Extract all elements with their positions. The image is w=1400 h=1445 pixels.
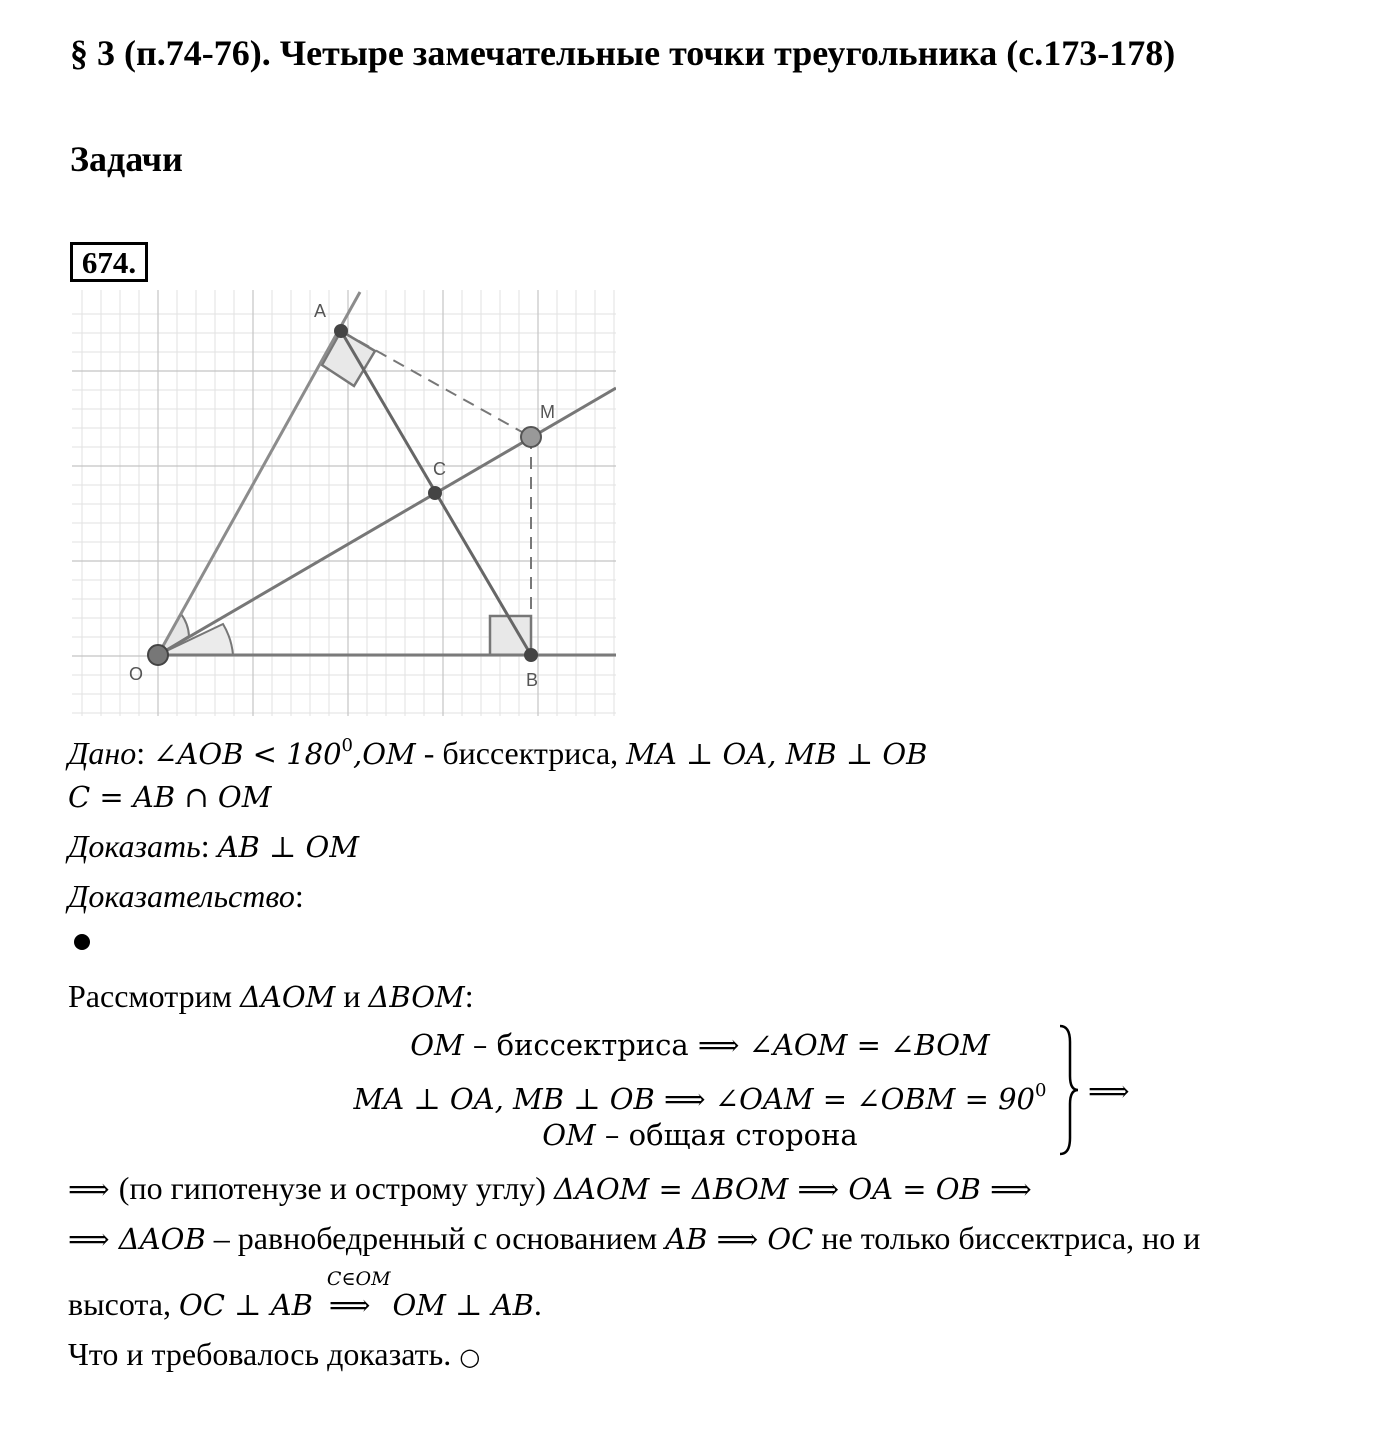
label-m: M [540,402,555,422]
system-line-2: MA ⊥ OA, MB ⊥ OB ⟹ ∠OAM = ∠OBM = $90^0$ [353,1080,1047,1116]
system-line-3: OM – общая сторона [542,1118,858,1152]
prove-line: Доказать: AB ⊥ OM [68,828,360,864]
section-title: Задачи [70,139,183,179]
qed-line: Что и требовалось доказать. ○ [68,1336,481,1372]
brace-arrow: ⟹ [1088,1074,1130,1108]
ray-oa [158,292,360,655]
given-line-1: Дано: ∠AOB < $180^0,OM$ - биссектриса, MA ⊥ OA, MB ⊥ OB [68,735,928,771]
label-a: A [314,301,327,321]
conclusion-line-3: высота, OC ⊥ AB C∈OM ⟹ OM ⊥ AB. [68,1282,542,1327]
right-brace [1058,1024,1080,1156]
problem-number: 674. [70,242,148,282]
qed-mark: ○ [459,1343,481,1371]
given-angle: ∠AOB < 180 [153,737,342,771]
proof-label-line: Доказательство: [68,878,304,914]
bullet-dot [74,934,90,950]
conclusion-line-1: ⟹ (по гипотенузе и острому углу) ΔAOM = ΔBOM ⟹ OA = OB ⟹ [68,1170,1032,1206]
over-label: C∈OM [326,1268,391,1290]
conclusion-line-2: ⟹ ΔAOB – равнобедренный с основанием AB ⟹ OC не только биссектриса, но и [68,1220,1201,1256]
proof-label: Доказательство [68,878,295,914]
point-b [524,648,538,662]
point-m [521,427,541,447]
label-c: C [433,459,446,479]
point-o [148,645,168,665]
label-o: O [129,664,144,684]
implication-arrow: C∈OM ⟹ [329,1283,371,1327]
point-c [428,486,442,500]
consider-line: Рассмотрим ΔAOM и ΔBOM: [68,978,474,1014]
given-perpendiculars: MA ⊥ OA, MB ⊥ OB [626,737,928,771]
page-title: § 3 (п.74-76). Четыре замечательные точки треугольника (с.173-178) [70,33,1176,73]
system-line-1: OM – биссектриса ⟹ ∠AOM = ∠BOM [410,1028,990,1062]
geometry-figure [72,290,616,716]
given-line-2: C = AB ∩ OM [68,780,272,814]
given-label: Дано [68,735,137,771]
prove-label: Доказать [68,828,201,864]
label-b: B [526,670,539,690]
point-a [334,324,348,338]
